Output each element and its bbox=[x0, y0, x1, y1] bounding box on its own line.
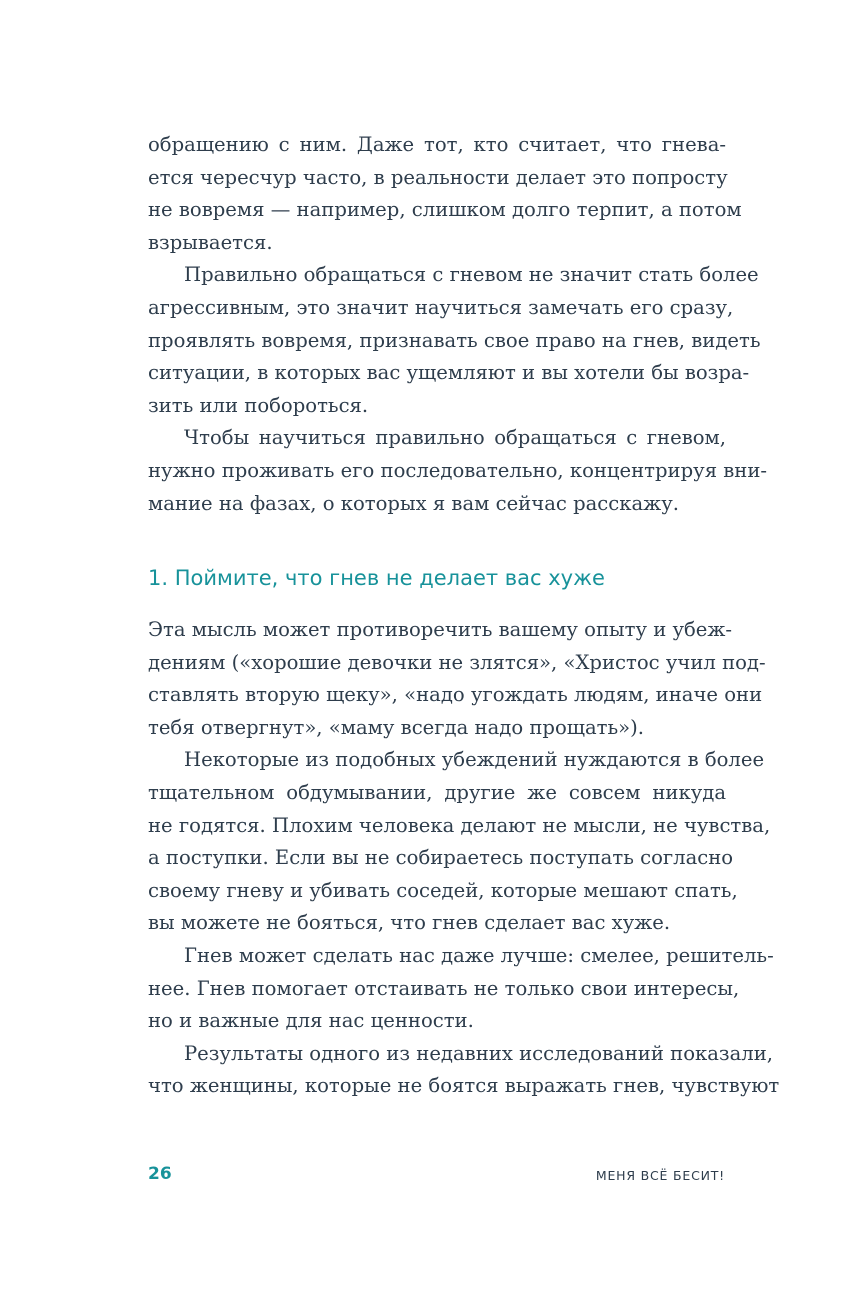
text-line: Некоторые из подобных убеждений нуждаются в более bbox=[184, 748, 765, 772]
body-text-block-1 bbox=[148, 129, 768, 520]
text-line: обращению с ним. Даже тот, кто считает, что гнева- bbox=[148, 133, 726, 156]
text-line: тебя отвергнут», «маму всегда надо прощать»). bbox=[148, 715, 645, 739]
text-line: взрывается. bbox=[148, 230, 273, 254]
body-text-block-2 bbox=[148, 614, 780, 1103]
text-line: Чтобы научиться правильно обращаться с гневом, bbox=[184, 426, 726, 450]
text-line: ется чересчур часто, в реальности делает это попросту bbox=[148, 165, 728, 189]
text-line: нужно проживать его последовательно, концентрируя вни- bbox=[148, 458, 768, 482]
running-title: МЕНЯ ВСЁ БЕСИТ! bbox=[595, 1168, 725, 1183]
text-line: а поступки. Если вы не собираетесь поступать согласно bbox=[148, 846, 734, 870]
text-line: мание на фазах, о которых я вам сейчас расскажу. bbox=[148, 491, 679, 515]
text-line: Правильно обращаться с гневом не значит стать более bbox=[184, 263, 759, 287]
text-line: вы можете не бояться, что гнев сделает вас хуже. bbox=[148, 911, 671, 935]
text-line: но и важные для нас ценности. bbox=[148, 1009, 474, 1033]
text-line: зить или побороться. bbox=[148, 393, 369, 417]
text-line: агрессивным, это значит научиться замечать его сразу, bbox=[148, 295, 734, 319]
text-line: своему гневу и убивать соседей, которые мешают спать, bbox=[148, 878, 738, 902]
text-line: не годятся. Плохим человека делают не мысли, не чувства, bbox=[148, 813, 771, 837]
text-line: Гнев может сделать нас даже лучше: смелее, решитель- bbox=[184, 943, 774, 967]
text-line: Результаты одного из недавних исследований показали, bbox=[184, 1041, 774, 1065]
section-heading: 1. Поймите, что гнев не делает вас хуже bbox=[148, 566, 605, 590]
text-line: Эта мысль может противоречить вашему опыту и убеж- bbox=[148, 618, 733, 641]
text-line: дениям («хорошие девочки не злятся», «Христос учил под- bbox=[148, 650, 766, 674]
text-line: не вовремя — например, слишком долго терпит, а потом bbox=[148, 198, 742, 222]
text-line: проявлять вовремя, признавать свое право на гнев, видеть bbox=[148, 328, 761, 352]
text-line: нее. Гнев помогает отстаивать не только свои интересы, bbox=[148, 976, 740, 1000]
text-line: ситуации, в которых вас ущемляют и вы хотели бы возра- bbox=[148, 361, 750, 385]
text-line: тщательном обдумывании, другие же совсем никуда bbox=[148, 780, 726, 804]
text-line: ставлять вторую щеку», «надо угождать людям, иначе они bbox=[148, 683, 763, 707]
text-line: что женщины, которые не боятся выражать гнев, чувствуют bbox=[148, 1074, 780, 1098]
page-number: 26 bbox=[148, 1164, 172, 1184]
